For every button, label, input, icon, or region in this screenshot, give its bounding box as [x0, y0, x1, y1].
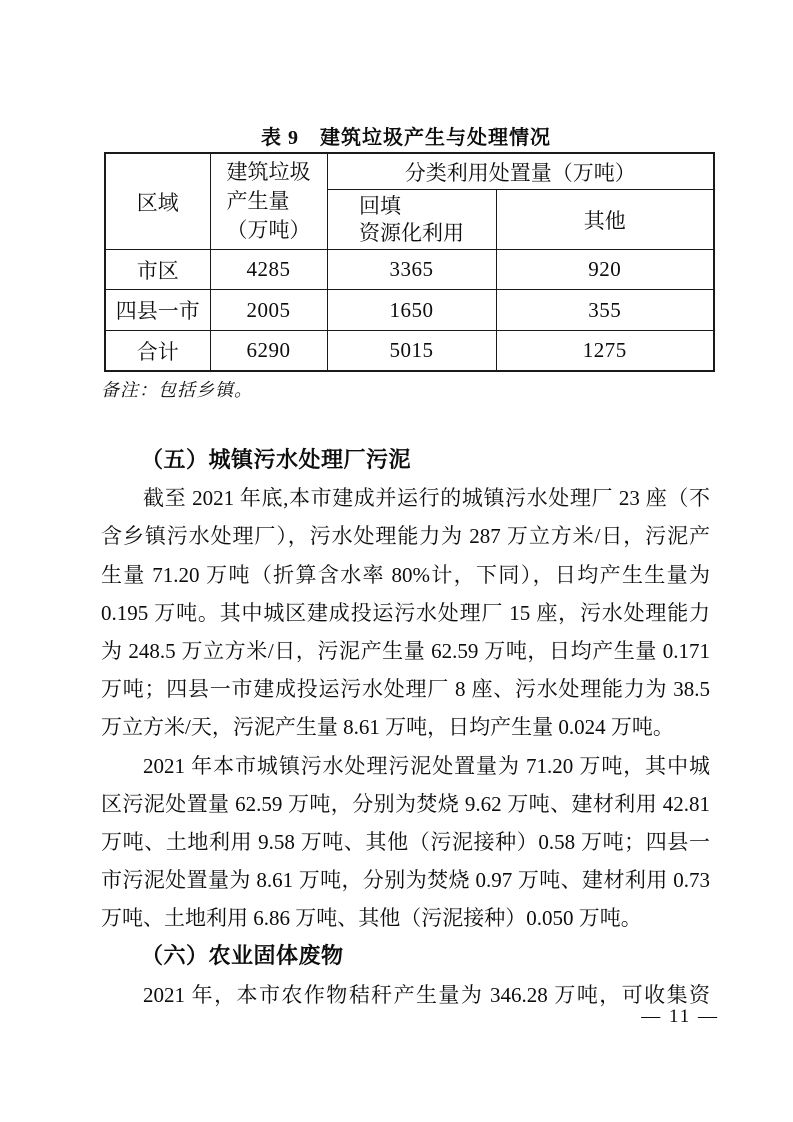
cell-backfill: 3365 [327, 250, 496, 290]
header-other: 其他 [496, 190, 714, 250]
table-row [105, 331, 714, 372]
cell-generation: 6290 [210, 331, 327, 372]
header-generation-line2: 产生量 [226, 189, 290, 213]
paragraph-line: 含乡镇污水处理厂），污水处理能力为 287 万立方米/日，污泥产 [101, 524, 710, 549]
construction-waste-table [104, 152, 715, 372]
header-generation-line3: （万吨） [226, 218, 311, 242]
paragraph-line: 2021 年本市城镇污水处理污泥处置量为 71.20 万吨，其中城 [143, 753, 710, 778]
cell-backfill: 5015 [327, 331, 496, 372]
paragraph-line: 万吨；四县一市建成投运污水处理厂 8 座、污水处理能力为 38.5 [101, 677, 710, 702]
paragraph-line: 区污泥处置量 62.59 万吨，分别为焚烧 9.62 万吨、建材利用 42.81 [101, 791, 710, 816]
table-row [105, 250, 714, 290]
paragraph-line: 为 248.5 万立方米/日，污泥产生量 62.59 万吨，日均产生量 0.171 [101, 638, 710, 663]
header-backfill [327, 190, 496, 250]
header-backfill-line1: 回填 [359, 193, 401, 218]
cell-backfill: 1650 [327, 290, 496, 331]
paragraph-line: 2021 年，本市农作物秸秆产生量为 346.28 万吨，可收集资 [143, 982, 710, 1007]
header-generation-line1: 建筑垃圾 [226, 160, 311, 184]
cell-other: 1275 [496, 331, 714, 372]
paragraph-line: 0.195 万吨。其中城区建成投运污水处理厂 15 座，污水处理能力 [101, 600, 710, 625]
body-text [101, 441, 710, 1014]
paragraph-line: 生量 71.20 万吨（折算含水率 80%计，下同），日均产生生量为 [101, 562, 710, 587]
paragraph-line: 市污泥处置量为 8.61 万吨，分别为焚烧 0.97 万吨、建材利用 0.73 [101, 868, 710, 893]
cell-region: 四县一市 [105, 290, 210, 331]
table-row [105, 290, 714, 331]
header-backfill-line2: 资源化利用 [359, 220, 464, 245]
section-heading-6: （六）农业固体废物 [141, 943, 344, 969]
header-region: 区域 [105, 153, 210, 250]
paragraph-line: 截至 2021 年底,本市建成并运行的城镇污水处理厂 23 座（不 [143, 486, 710, 511]
cell-region: 合计 [105, 331, 210, 372]
paragraph-line: 万吨、土地利用 6.86 万吨、其他（污泥接种）0.050 万吨。 [101, 906, 642, 931]
section-heading-5: （五）城镇污水处理厂污泥 [141, 447, 412, 472]
paragraph-line: 万吨、土地利用 9.58 万吨、其他（污泥接种）0.58 万吨；四县一 [101, 829, 710, 854]
table-title: 表 9 建筑垃圾产生与处理情况 [261, 127, 551, 149]
header-generation [210, 153, 327, 250]
cell-generation: 4285 [210, 250, 327, 290]
table-footnote: 备注：包括乡镇。 [101, 380, 253, 400]
table-header-row-1 [105, 153, 714, 190]
page-number: — 11 — [641, 1006, 719, 1027]
header-disposal-group: 分类利用处置量（万吨） [327, 153, 714, 190]
cell-generation: 2005 [210, 290, 327, 331]
cell-region: 市区 [105, 250, 210, 290]
cell-other: 920 [496, 250, 714, 290]
paragraph-line: 万立方米/天，污泥产生量 8.61 万吨，日均产生量 0.024 万吨。 [101, 715, 674, 740]
cell-other: 355 [496, 290, 714, 331]
